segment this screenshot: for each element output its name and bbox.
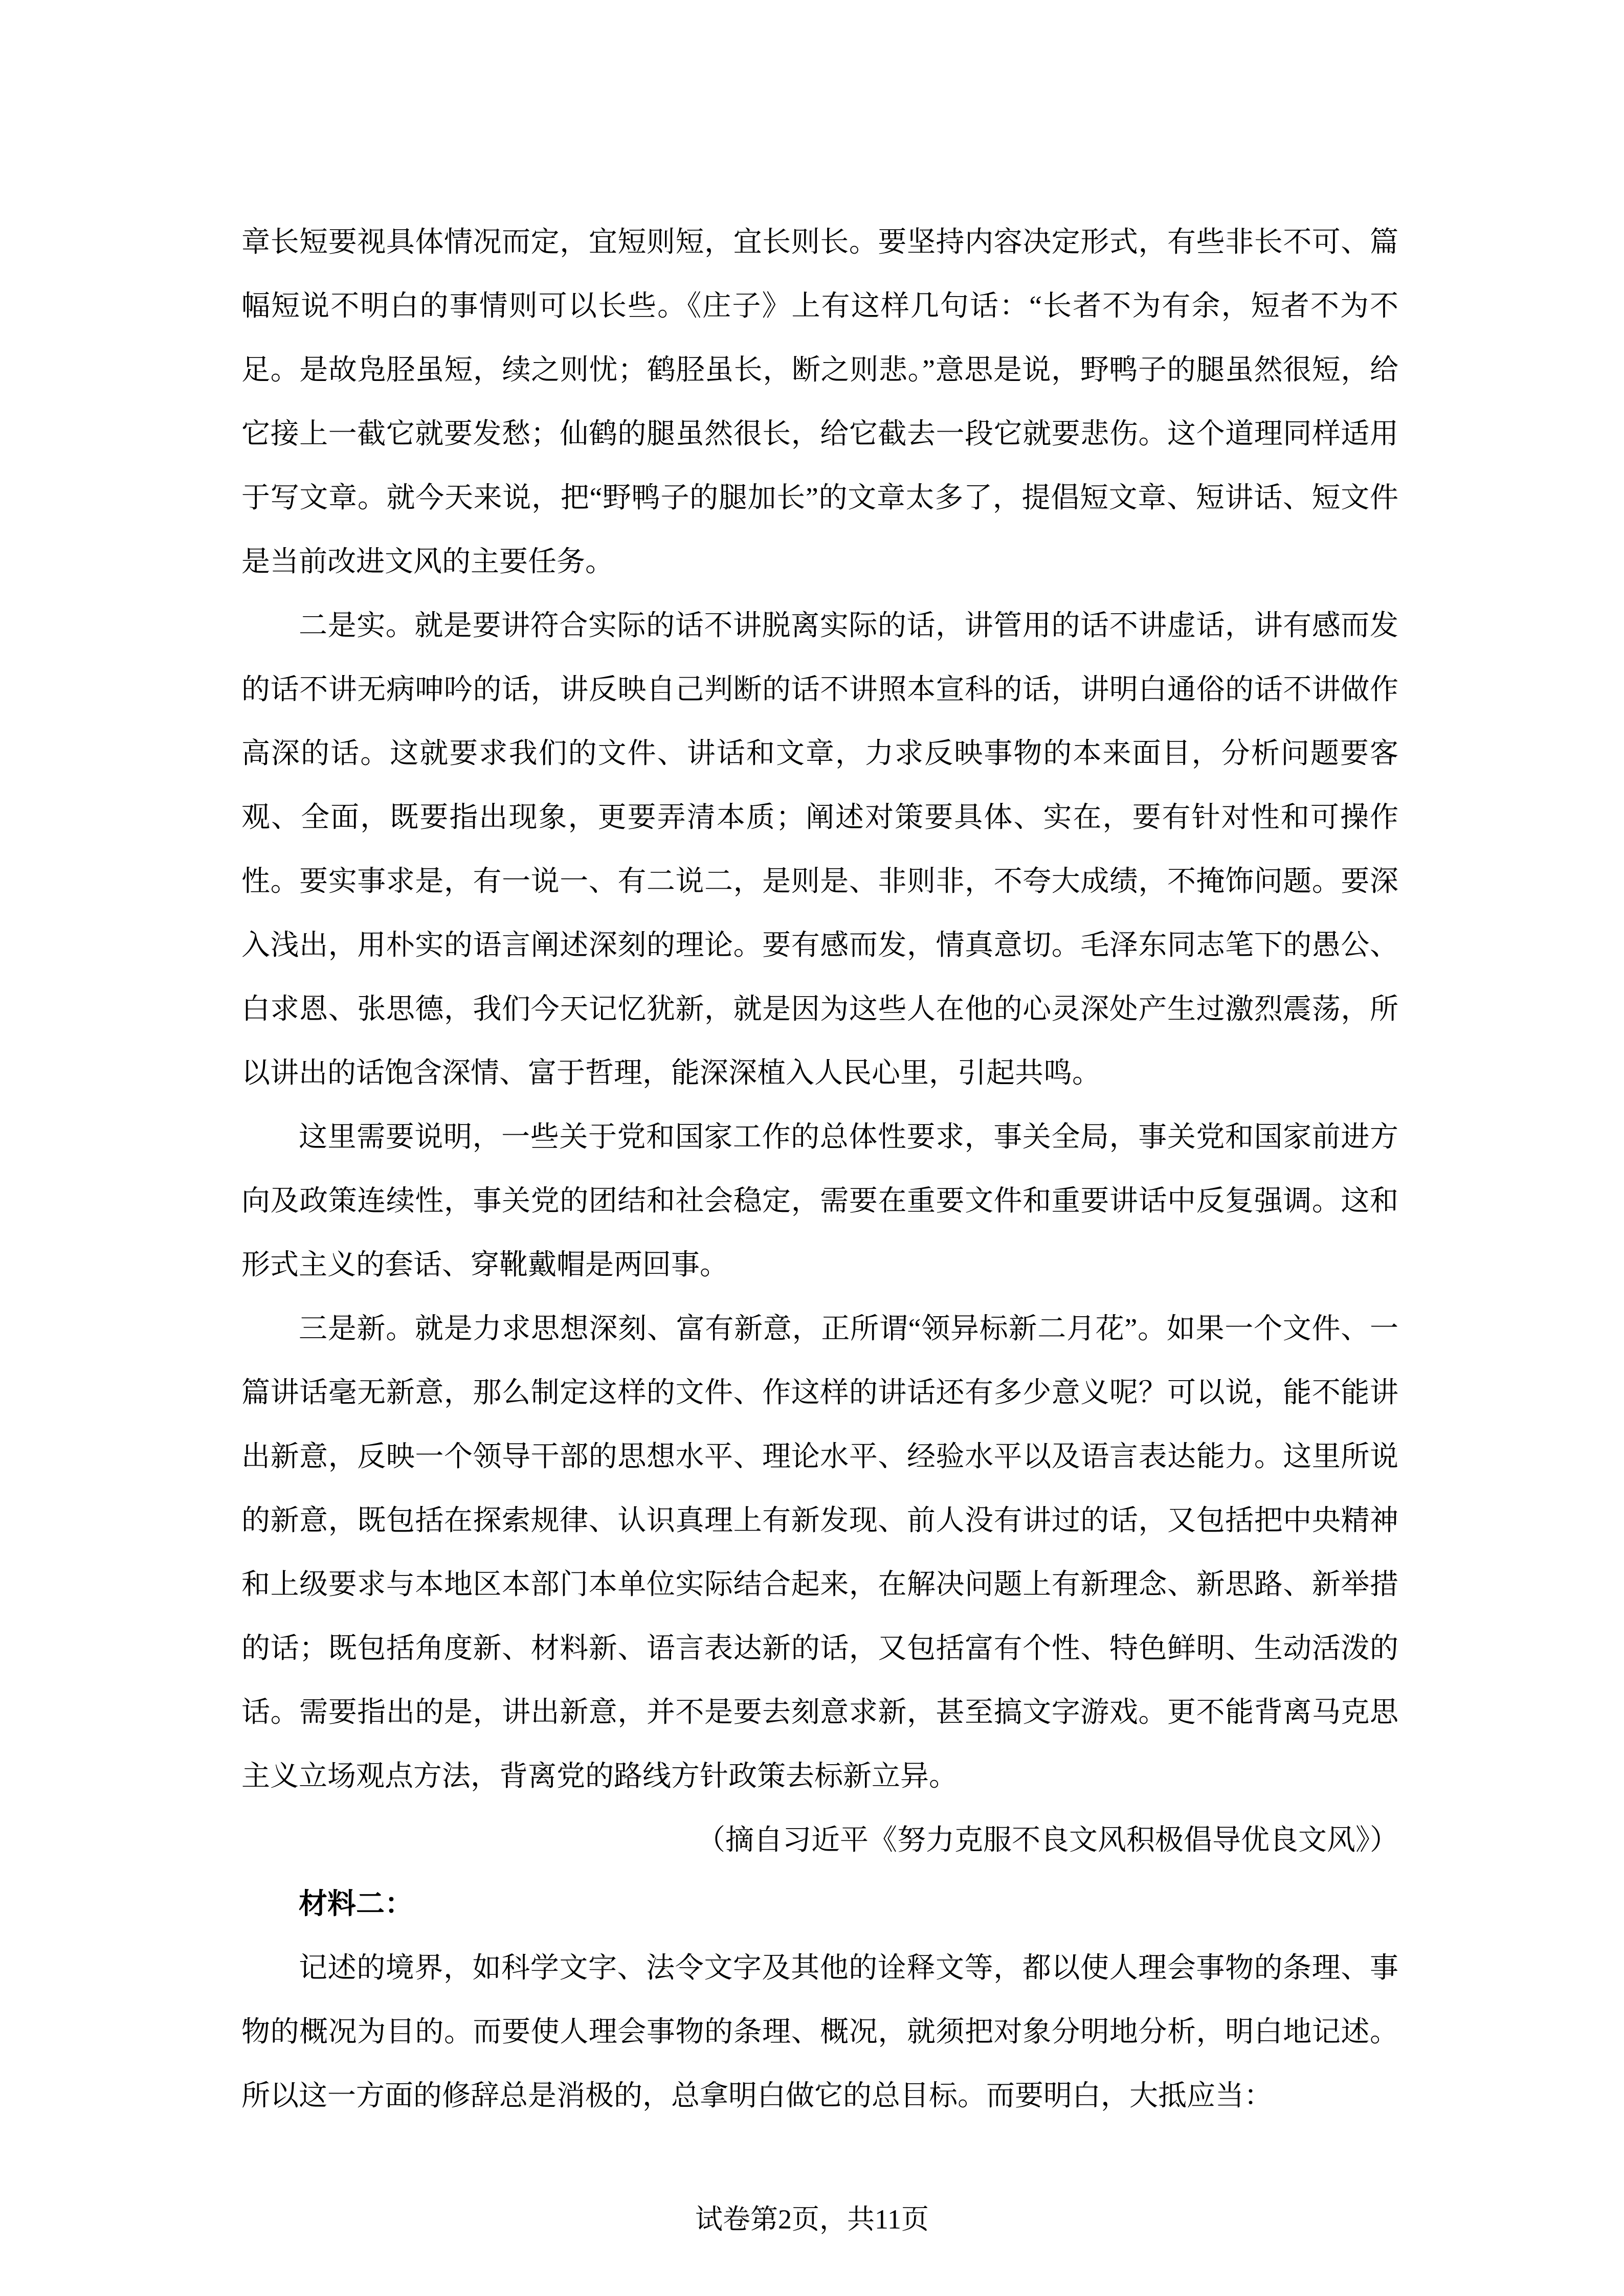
citation-source-line: （摘自习近平《努力克服不良文风积极倡导优良文风》） (697, 1825, 1398, 1856)
page-footer: 试卷第2页，共11页 (695, 2204, 929, 2235)
material-two-heading: 材料二： (299, 1888, 413, 1920)
para-second-point-truthfulness: 二是实。就是要讲符合实际的话不讲脱离实际的话，讲管用的话不讲虚话，讲有感而发的话不讲无病呻吟的话，讲反映自己判断的话不讲照本宣科的话，讲明白通俗的话不讲做作高深的话。这就要求我们的文件、讲话和文章，力求反映事物的本来面目，分析问题要客观、全面，既要指出现象，更要弄清本质；阐述对策要具体、实在，要有针对性和可操作性。要实事求是，有一说一、有二说二，是则是、非则非，不夸大成绩，不掩饰问题。要深入浅出，用朴实的语言阐述深刻的理论。要有感而发，情真意切。毛泽东同志笔下的愚公、白求恩、张思德，我们今天记忆犹新，就是因为这些人在他的心灵深处产生过激烈震荡，所以讲出的话饱含深情、富于哲理，能深深植入人民心里，引起共鸣。 (241, 610, 1398, 1089)
para-party-requirements-note: 这里需要说明，一些关于党和国家工作的总体性要求，事关全局，事关党和国家前进方向及政策连续性，事关党的团结和社会稳定，需要在重要文件和重要讲话中反复强调。这和形式主义的套话、穿靴戴帽是两回事。 (241, 1121, 1398, 1281)
para-third-point-novelty: 三是新。就是力求思想深刻、富有新意，正所谓“领异标新二月花”。如果一个文件、一篇讲话毫无新意，那么制定这样的文件、作这样的讲话还有多少意义呢？可以说，能不能讲出新意，反映一个领导干部的思想水平、理论水平、经验水平以及语言表达能力。这里所说的新意，既包括在探索规律、认识真理上有新发现、前人没有讲过的话，又包括把中央精神和上级要求与本地区本部门本单位实际结合起来，在解决问题上有新理念、新思路、新举措的话；既包括角度新、材料新、语言表达新的话，又包括富有个性、特色鲜明、生动活泼的话。需要指出的是，讲出新意，并不是要去刻意求新，甚至搞文字游戏。更不能背离马克思主义立场观点方法，背离党的路线方针政策去标新立异。 (241, 1313, 1398, 1792)
para-descriptive-writing: 记述的境界，如科学文字、法令文字及其他的诠释文等，都以使人理会事物的条理、事物的概况为目的。而要使人理会事物的条理、概况，就须把对象分明地分析，明白地记述。所以这一方面的修辞总是消极的，总拿明白做它的总目标。而要明白，大抵应当： (241, 1952, 1398, 2112)
para-article-length-continuation: 章长短要视具体情况而定，宜短则短，宜长则长。要坚持内容决定形式，有些非长不可、篇幅短说不明白的事情则可以长些。《庄子》上有这样几句话：“长者不为有余，短者不为不足。是故凫胫虽短，续之则忧；鹤胫虽长，断之则悲。”意思是说，野鸭子的腿虽然很短，给它接上一截它就要发愁；仙鹤的腿虽然很长，给它截去一段它就要悲伤。这个道理同样适用于写文章。就今天来说，把“野鸭子的腿加长”的文章太多了，提倡短文章、短讲话、短文件是当前改进文风的主要任务。 (241, 227, 1398, 578)
page-body-text (241, 211, 1398, 2128)
